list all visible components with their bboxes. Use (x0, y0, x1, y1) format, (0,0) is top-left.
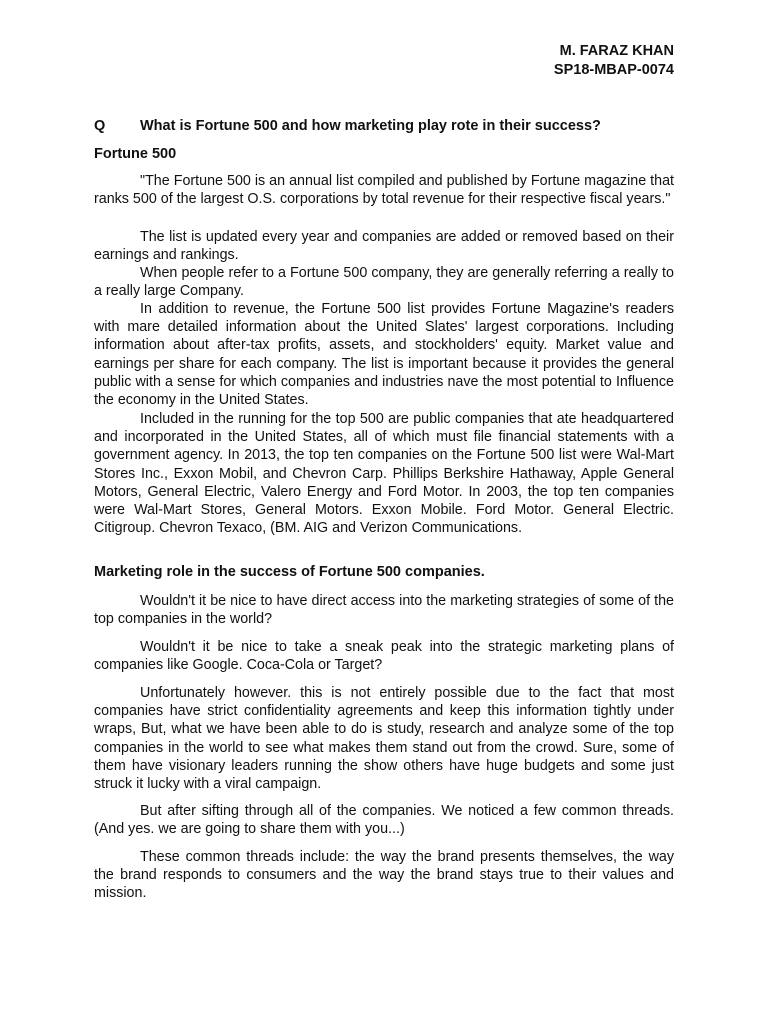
question-text: What is Fortune 500 and how marketing play rote in their success? (140, 118, 601, 134)
question-label: Q (94, 118, 106, 134)
paragraph: Unfortunately however. this is not entirely possible due to the fact that most companies have strict confidentiality agreements and keep this information tightly under wraps, But, what we have been able to do is study, research and analyze some of the top companies in the world to see what makes them stand out from the crowd. Sure, some of them have visionary leaders running the show others have huge budgets and some just struck it lucky with a viral campaign. (94, 685, 674, 793)
paragraph: When people refer to a Fortune 500 company, they are generally referring a really to a really large Company. (94, 265, 674, 300)
paragraph: Included in the running for the top 500 are public companies that ate headquartered and incorporated in the United States, all of which must file financial statements with a government agency. In 2013, the top ten companies on the Fortune 500 list were Wal-Mart Stores Inc., Exxon Mobil, and Chevron Carp. Phillips Berkshire Hathaway, Apple General Motors, General Electric, Valero Energy and Ford Motor. In 2003, the top ten companies were Wal-Mart Stores, General Motors. Exxon Mobile. Ford Motor. General Electric. Citigroup. Chevron Texaco, (BM. AIG and Verizon Communications. (94, 411, 674, 537)
author-header (554, 42, 674, 80)
paragraph: Wouldn't it be nice to take a sneak peak into the strategic marketing plans of companies like Google. Coca-Cola or Target? (94, 639, 674, 674)
paragraph: The list is updated every year and companies are added or removed based on their earnings and rankings. (94, 229, 674, 264)
paragraph: Wouldn't it be nice to have direct access into the marketing strategies of some of the top companies in the world? (94, 593, 674, 628)
paragraph: These common threads include: the way the brand presents themselves, the way the brand responds to consumers and the way the brand stays true to their values and mission. (94, 849, 674, 902)
question-line (94, 118, 674, 134)
student-id: SP18-MBAP-0074 (553, 62, 674, 78)
paragraph: But after sifting through all of the companies. We noticed a few common threads. (And yes. we are going to share them with you...) (94, 803, 674, 838)
paragraph: "The Fortune 500 is an annual list compiled and published by Fortune magazine that ranks 500 of the largest O.S. corporations by total revenue for their respective fiscal years." (94, 173, 674, 208)
section-heading-fortune-500: Fortune 500 (94, 146, 177, 162)
author-name: M. FARAZ KHAN (559, 43, 674, 59)
section-heading-marketing-role: Marketing role in the success of Fortune 500 companies. (94, 564, 485, 580)
paragraph: In addition to revenue, the Fortune 500 list provides Fortune Magazine's readers with mare detailed information about the United Slates' largest corporations. Including information about after-tax profits, assets, and stockholders' equity. Market value and earnings per share for each company. The list is important because it provides the general public with a sense for which companies and industries nave the most potential to Influence the economy in the United States. (94, 301, 674, 409)
